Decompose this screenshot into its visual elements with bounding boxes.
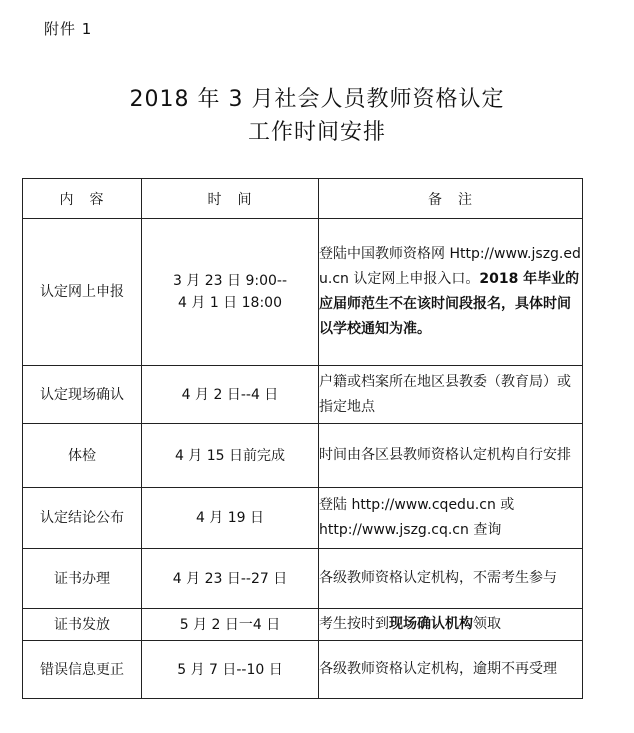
row-note-bold-text: 2018 年毕业的应届师范生不在该时间段报名，具体时间以学校通知为准。 — [319, 271, 580, 337]
row-note: 户籍或档案所在地区县教委（教育局）或指定地点 — [319, 366, 583, 424]
row-note — [319, 488, 583, 549]
row-note-suffix: 领取 — [473, 616, 501, 632]
row-item: 认定现场确认 — [23, 366, 142, 424]
row-item: 错误信息更正 — [23, 641, 142, 699]
header-notes: 备 注 — [319, 179, 583, 219]
row-note — [319, 219, 583, 366]
table-row — [23, 219, 583, 366]
row-time: 4 月 19 日 — [142, 488, 319, 549]
row-item: 认定网上申报 — [23, 219, 142, 366]
row-time-line1: 3 月 23 日 9:00-- — [172, 273, 288, 289]
row-time: 4 月 2 日--4 日 — [142, 366, 319, 424]
row-note: 各级教师资格认定机构，不需考生参与 — [319, 549, 583, 609]
row-note: 时间由各区县教师资格认定机构自行安排 — [319, 424, 583, 488]
row-time — [142, 219, 319, 366]
table-row — [23, 366, 583, 424]
table-row — [23, 641, 583, 699]
row-note-text: 登陆中国教师资格网 Http://www.jszg.edu.cn 认定网上申报入口。 — [319, 246, 581, 287]
schedule-table — [22, 178, 583, 699]
document-title-line2: 工作时间安排 — [247, 120, 386, 145]
row-time-line2: 4 月 1 日 18:00 — [178, 295, 282, 311]
row-item: 认定结论公布 — [23, 488, 142, 549]
row-note-link-line2: http://www.jszg.cq.cn 查询 — [319, 522, 502, 538]
row-time: 5 月 2 日一4 日 — [142, 609, 319, 641]
row-time: 4 月 15 日前完成 — [142, 424, 319, 488]
row-time: 5 月 7 日--10 日 — [142, 641, 319, 699]
table-row — [23, 549, 583, 609]
row-note: 各级教师资格认定机构，逾期不再受理 — [319, 641, 583, 699]
row-note-link-line1: 登陆 http://www.cqedu.cn 或 — [319, 497, 515, 513]
row-note-prefix: 考生按时到 — [319, 616, 389, 632]
row-item: 证书办理 — [23, 549, 142, 609]
table-row — [23, 424, 583, 488]
table-row — [23, 488, 583, 549]
row-note — [319, 609, 583, 641]
header-time: 时 间 — [142, 179, 319, 219]
table-row — [23, 609, 583, 641]
attachment-label: 附件 1 — [44, 20, 93, 38]
document-title-line1: 2018 年 3 月社会人员教师资格认定 — [129, 87, 505, 112]
row-time: 4 月 23 日--27 日 — [142, 549, 319, 609]
row-item: 体检 — [23, 424, 142, 488]
row-item: 证书发放 — [23, 609, 142, 641]
table-header-row — [23, 179, 583, 219]
row-note-bold-text: 现场确认机构 — [389, 616, 473, 632]
header-content: 内 容 — [23, 179, 142, 219]
